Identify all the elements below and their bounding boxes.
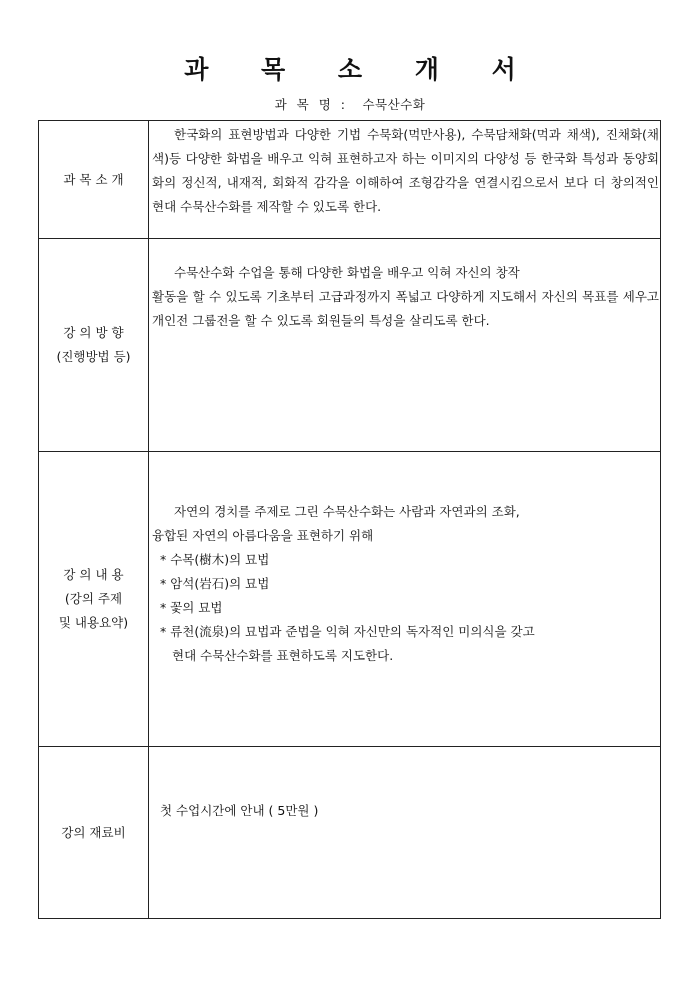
row-lecture-content — [39, 452, 661, 747]
document-title: 과 목 소 개 서 — [184, 55, 538, 84]
bullet-streams: * 류천(流泉)의 묘법과 준법을 익혀 자신만의 독자적인 미의식을 갖고 — [160, 624, 535, 639]
direction-line1: 수묵산수화 수업을 통해 다양한 화법을 배우고 익혀 자신의 창작 — [174, 265, 520, 280]
label-lecture-content — [39, 452, 149, 747]
label-lecture-direction — [39, 239, 149, 452]
label-lecture-content-line3: 및 내용요약) — [58, 615, 129, 630]
content-lecture-content — [149, 452, 661, 747]
content-intro2: 융합된 자연의 아름다움을 표현하기 위해 — [152, 528, 374, 543]
spacer — [152, 454, 659, 500]
label-lecture-direction-line2: (진행방법 등) — [56, 349, 131, 364]
row-course-intro — [39, 121, 661, 239]
row-lecture-direction — [39, 239, 661, 452]
course-intro-table — [38, 120, 661, 919]
subject-value: 수묵산수화 — [362, 97, 426, 112]
subject-line — [0, 95, 700, 113]
spacer — [152, 241, 659, 261]
content-course-intro — [149, 121, 661, 239]
row-material-fee — [39, 747, 661, 919]
subject-label: 과 목 명 : — [274, 97, 348, 112]
bullet-continuation: 현대 수묵산수화를 표현하도록 지도한다. — [172, 648, 394, 663]
label-lecture-direction-line1: 강 의 방 향 — [63, 325, 124, 340]
label-course-intro: 과 목 소 개 — [39, 121, 149, 239]
content-intro1: 자연의 경치를 주제로 그린 수묵산수화는 사람과 자연과의 조화, — [174, 504, 520, 519]
label-material-fee: 강의 재료비 — [39, 747, 149, 919]
direction-line2: 활동을 할 수 있도록 기초부터 고급과정까지 폭넓고 다양하게 지도해서 자신의 목표를 세우고 개인전 그룹전을 할 수 있도록 회원들의 특성을 살리도록 한다. — [152, 289, 659, 328]
bullet-flowers: * 꽃의 묘법 — [160, 600, 223, 615]
label-lecture-content-line1: 강 의 내 용 — [63, 567, 124, 582]
material-fee-text: 첫 수업시간에 안내 ( 5만원 ) — [160, 803, 319, 818]
bullet-trees: * 수목(樹木)의 묘법 — [160, 552, 270, 567]
course-intro-text: 한국화의 표현방법과 다양한 기법 수묵화(먹만사용), 수묵담채화(먹과 채색), 진채화(채색)등 다양한 화법을 배우고 익혀 표현하고자 하는 이미지의 다양성 등 한국화 특성과 동양회화의 정신적, 내재적, 회화적 감각을 이해하여 조형감각을 연결시킴으로서 보다 더 창의적인 현대 수묵산수화를 제작할 수 있도록 한다. — [152, 127, 659, 214]
bullet-rocks: * 암석(岩石)의 묘법 — [160, 576, 270, 591]
label-lecture-content-line2: (강의 주제 — [64, 591, 123, 606]
content-lecture-direction — [149, 239, 661, 452]
content-material-fee — [149, 747, 661, 919]
